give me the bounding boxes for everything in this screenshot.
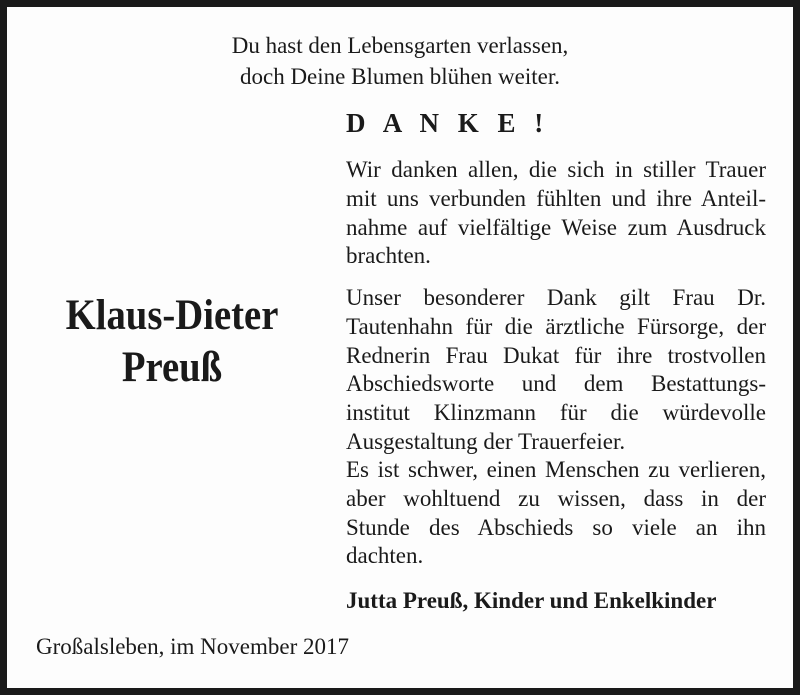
paragraph-line: institut Klinzmann für die würdevolle (346, 400, 766, 426)
paragraph-line: Unser besonderer Dank gilt Frau Dr. (346, 285, 766, 310)
deceased-first-name: Klaus-Dieter (65, 292, 279, 339)
paragraph-line: dachten. (346, 543, 424, 569)
thanks-heading: D A N K E ! (346, 108, 550, 138)
deceased-last-name: Preuß (121, 344, 223, 391)
paragraph-line: mit uns verbunden fühlten und ihre Anteil- (346, 185, 766, 211)
deceased-name (30, 290, 314, 394)
place-and-date: Großalsleben, im November 2017 (36, 634, 349, 659)
paragraph-line: Es ist schwer, einen Menschen zu verlieren, (346, 457, 766, 482)
thanks-paragraph (346, 456, 766, 571)
paragraph-line: Wir danken allen, die sich in stiller Trauer (346, 157, 766, 182)
paragraph-line: nahme auf vielfältige Weise zum Ausdruck (346, 214, 766, 240)
paragraph-line: Stunde des Abschieds so viele an ihn (346, 514, 766, 540)
motto-verse (0, 30, 800, 92)
motto-line: doch Deine Blumen blühen weiter. (239, 64, 560, 89)
paragraph-line: aber wohltuend zu wissen, dass in der (346, 485, 766, 511)
motto-line: Du hast den Lebensgarten verlassen, (231, 33, 569, 58)
paragraph-line: Ausgestaltung der Trauerfeier. (346, 428, 626, 454)
paragraph-line: brachten. (346, 243, 431, 269)
paragraph-line: Tautenhahn für die ärztliche Fürsorge, der (346, 313, 766, 339)
thanks-paragraph (346, 284, 766, 457)
paragraph-line: Abschiedsworte und dem Bestattungs- (346, 371, 766, 397)
signature: Jutta Preuß, Kinder und Enkelkinder (346, 588, 717, 613)
thanks-paragraph (346, 156, 766, 271)
paragraph-line: Rednerin Frau Dukat für ihre trostvollen (346, 342, 766, 368)
